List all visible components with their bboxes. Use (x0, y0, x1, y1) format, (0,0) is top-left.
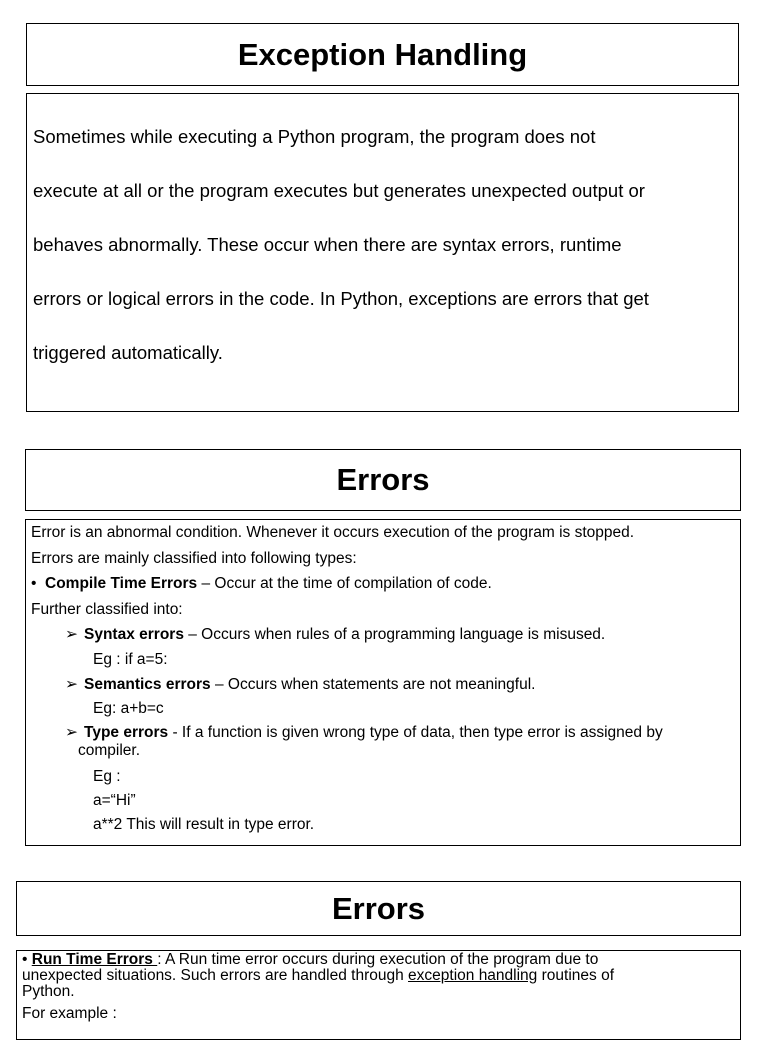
type-example-2: a=“Hi” (93, 792, 136, 809)
runtime-errors-body (16, 950, 741, 1040)
compile-time-term: Compile Time Errors (45, 575, 198, 592)
type-errors-desc-cont: compiler. (78, 742, 141, 759)
exception-handling-link: exception handling (408, 967, 538, 984)
bullet-icon: • (31, 575, 37, 592)
errors-title: Errors (336, 462, 430, 497)
errors-intro-2: Errors are mainly classified into following types: (31, 549, 357, 567)
type-errors-desc: - If a function is given wrong type of data, then type error is assigned by (168, 724, 663, 741)
runtime-desc-2b: routines of (537, 967, 614, 984)
arrow-bullet-icon: ➢ (65, 724, 78, 741)
semantics-errors-term: Semantics errors (84, 675, 211, 693)
runtime-desc-1: : A Run time error occurs during execution of the program due to (157, 951, 599, 968)
arrow-bullet-icon: ➢ (65, 626, 78, 643)
semantics-errors-desc: – Occurs when statements are not meaningful. (210, 675, 536, 693)
errors-body (25, 519, 741, 846)
exception-handling-body (26, 93, 739, 412)
runtime-errors-term: Run Time Errors (31, 951, 158, 968)
exception-handling-title: Exception Handling (237, 36, 528, 72)
compile-time-item (31, 571, 734, 597)
errors-intro-1: Error is an abnormal condition. Whenever it occurs execution of the program is stopped. (31, 524, 635, 541)
type-example-1: Eg : (93, 768, 121, 785)
syntax-example: Eg : if a=5: (93, 650, 168, 668)
syntax-errors-desc: – Occurs when rules of a programming language is misused. (183, 626, 606, 643)
runtime-line-1 (22, 952, 735, 968)
exception-handling-title-box (26, 23, 739, 86)
for-example-label: For example : (22, 1005, 117, 1022)
errors-title-2: Errors (331, 890, 426, 926)
body-line-2: execute at all or the program executes but generates unexpected output or (33, 180, 645, 201)
semantics-example: Eg: a+b=c (93, 700, 164, 717)
compile-time-desc: – Occur at the time of compilation of code. (197, 575, 492, 592)
semantics-errors-item (31, 672, 734, 698)
body-line-4: errors or logical errors in the code. In Python, exceptions are errors that get (33, 288, 649, 309)
type-errors-item (31, 724, 734, 760)
syntax-errors-term: Syntax errors (84, 626, 184, 643)
type-example-3: a**2 This will result in type error. (93, 816, 315, 833)
bullet-icon: • (22, 951, 28, 968)
further-classified: Further classified into: (31, 600, 183, 618)
body-line-5: triggered automatically. (33, 342, 223, 363)
body-line-3: behaves abnormally. These occur when there are syntax errors, runtime (33, 234, 622, 255)
arrow-bullet-icon: ➢ (65, 675, 78, 693)
runtime-desc-2a: unexpected situations. Such errors are handled through (22, 967, 409, 984)
errors-title-box (25, 449, 741, 511)
errors-title-box-2 (16, 881, 741, 936)
body-line-1: Sometimes while executing a Python program, the program does not (33, 126, 596, 147)
type-errors-term: Type errors (84, 724, 169, 741)
syntax-errors-item (31, 622, 734, 648)
runtime-line-2 (22, 968, 735, 984)
runtime-line-3: Python. (22, 983, 75, 1000)
